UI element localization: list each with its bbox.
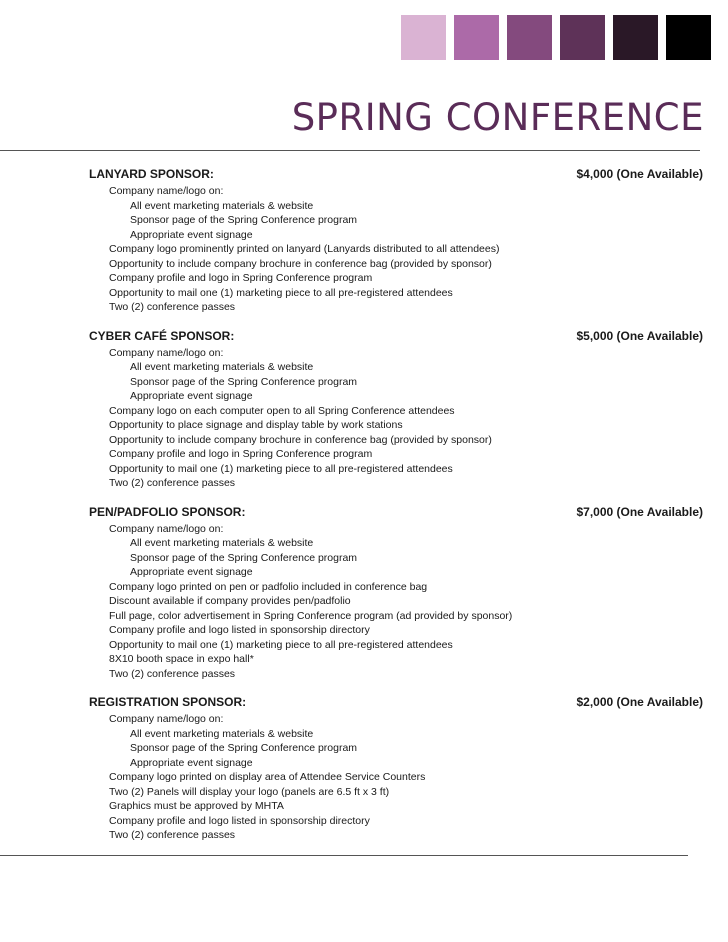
sponsor-price: $2,000 (One Available) (576, 695, 703, 709)
sponsor-section-pen-padfolio (89, 505, 703, 682)
sponsorship-list (89, 167, 703, 857)
sponsor-name: REGISTRATION SPONSOR: (89, 695, 247, 709)
sponsor-price: $5,000 (One Available) (576, 328, 703, 343)
benefit-item: Company logo printed on pen or padfolio included in conference bag (109, 580, 428, 593)
benefit-subitem: Sponsor page of the Spring Conference program (130, 551, 358, 564)
bottom-divider (0, 855, 688, 856)
page-title: SPRING CONFERENCE (291, 96, 704, 139)
benefit-subitem: Sponsor page of the Spring Conference program (130, 375, 358, 388)
benefit-list (89, 712, 703, 843)
section-header (89, 329, 703, 344)
benefit-item: Graphics must be approved by MHTA (109, 800, 284, 812)
color-swatch (401, 15, 446, 60)
benefit-item: Discount available if company provides pen/padfolio (109, 595, 351, 607)
benefit-item: Full page, color advertisement in Spring Conference program (ad provided by sponsor) (109, 609, 513, 622)
benefit-item: Company profile and logo listed in sponsorship directory (109, 624, 370, 636)
benefit-subitem: All event marketing materials & website (130, 537, 314, 549)
benefit-subitem: Appropriate event signage (130, 756, 253, 769)
benefit-item: Opportunity to mail one (1) marketing piece to all pre-registered attendees (109, 462, 453, 475)
benefit-item: Company name/logo on: (109, 346, 224, 359)
benefit-list (89, 522, 703, 682)
top-divider (0, 150, 700, 151)
benefit-item: Company name/logo on: (109, 713, 224, 725)
sponsor-name: PEN/PADFOLIO SPONSOR: (89, 504, 246, 519)
sponsor-name: CYBER CAFÉ SPONSOR: (89, 328, 235, 343)
sponsor-price: $7,000 (One Available) (576, 504, 703, 519)
benefit-list (89, 346, 703, 491)
sponsor-price: $4,000 (One Available) (576, 167, 703, 181)
section-header (89, 695, 703, 710)
section-header (89, 167, 703, 182)
benefit-subitem: Sponsor page of the Spring Conference program (130, 742, 358, 754)
benefit-item: Two (2) conference passes (109, 301, 236, 313)
benefit-subitem: Appropriate event signage (130, 390, 253, 402)
color-swatch (666, 15, 711, 60)
color-swatch-bar (401, 15, 711, 60)
benefit-item: Opportunity to include company brochure in conference bag (provided by sponsor) (109, 433, 492, 446)
benefit-item: Two (2) conference passes (109, 477, 236, 489)
benefit-item: Opportunity to mail one (1) marketing piece to all pre-registered attendees (109, 286, 453, 299)
benefit-subitem: All event marketing materials & website (130, 361, 314, 373)
benefit-item: 8X10 booth space in expo hall* (109, 653, 254, 665)
sponsor-section-cyber-cafe (89, 329, 703, 491)
benefit-item: Two (2) conference passes (109, 829, 236, 841)
benefit-subitem: Appropriate event signage (130, 228, 253, 241)
color-swatch (613, 15, 658, 60)
sponsor-name: LANYARD SPONSOR: (89, 167, 214, 181)
benefit-item: Opportunity to mail one (1) marketing piece to all pre-registered attendees (109, 638, 453, 651)
benefit-item: Two (2) conference passes (109, 667, 236, 680)
benefit-item: Company name/logo on: (109, 185, 224, 197)
benefit-item: Opportunity to include company brochure in conference bag (provided by sponsor) (109, 257, 492, 270)
benefit-item: Company name/logo on: (109, 522, 224, 535)
sponsor-section-registration (89, 695, 703, 843)
color-swatch (560, 15, 605, 60)
benefit-item: Company profile and logo listed in sponsorship directory (109, 814, 370, 827)
section-header (89, 505, 703, 520)
benefit-subitem: Sponsor page of the Spring Conference program (130, 214, 358, 226)
benefit-list (89, 184, 703, 315)
benefit-subitem: All event marketing materials & website (130, 199, 314, 212)
color-swatch (507, 15, 552, 60)
benefit-item: Company profile and logo in Spring Conference program (109, 272, 373, 284)
benefit-item: Company logo prominently printed on lanyard (Lanyards distributed to all attendees) (109, 243, 500, 255)
benefit-item: Opportunity to place signage and display table by work stations (109, 419, 403, 431)
benefit-subitem: All event marketing materials & website (130, 727, 314, 740)
benefit-item: Company logo on each computer open to all Spring Conference attendees (109, 404, 455, 417)
benefit-item: Company logo printed on display area of Attendee Service Counters (109, 771, 426, 783)
sponsor-section-lanyard (89, 167, 703, 315)
benefit-item: Two (2) Panels will display your logo (panels are 6.5 ft x 3 ft) (109, 785, 390, 798)
benefit-item: Company profile and logo in Spring Conference program (109, 448, 373, 460)
benefit-subitem: Appropriate event signage (130, 566, 253, 578)
color-swatch (454, 15, 499, 60)
